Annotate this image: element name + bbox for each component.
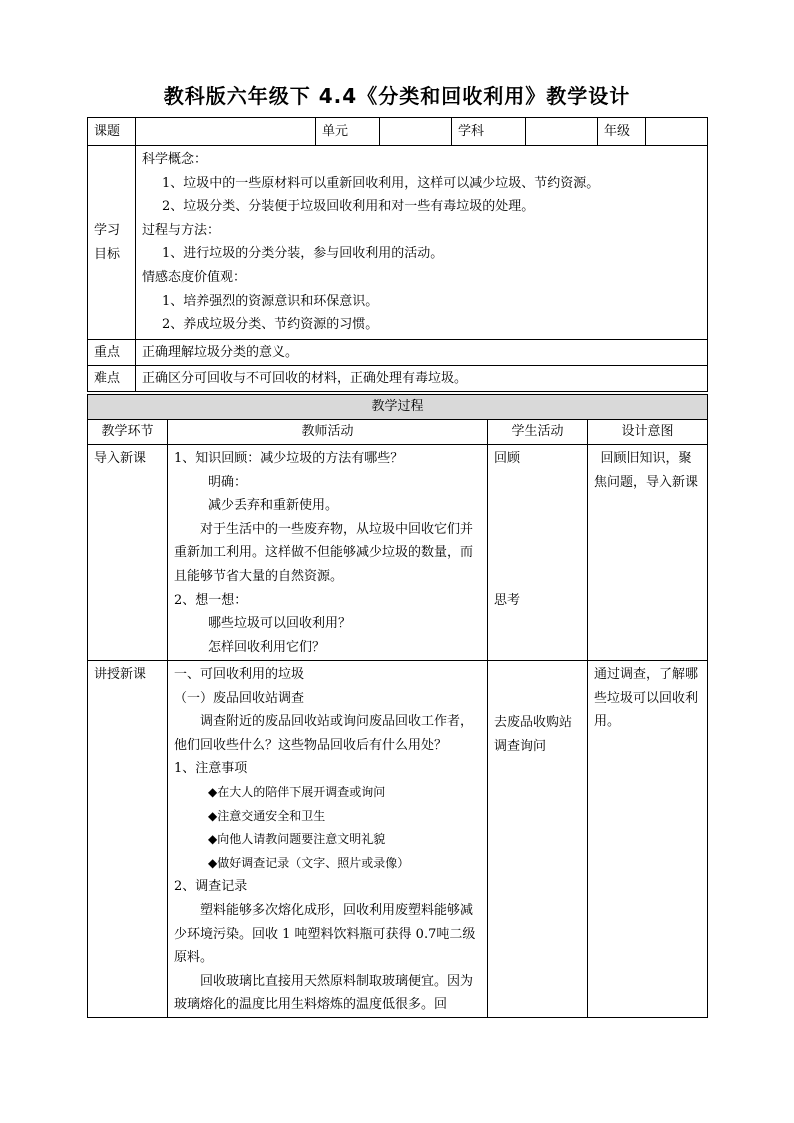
student-line: 思考	[494, 592, 521, 608]
teacher-line: 1、知识回顾：减少垃圾的方法有哪些？	[174, 451, 404, 466]
objectives-label-line2: 目标	[94, 246, 121, 262]
key-point-label: 重点	[88, 340, 136, 366]
grade-label: 年级	[598, 118, 646, 146]
objective-line: 2、垃圾分类、分装便于垃圾回收利用和对一些有毒垃圾的处理。	[162, 199, 535, 215]
column-header: 教学环节	[88, 420, 168, 445]
teacher-line: ◆在大人的陪伴下展开调查或询问	[208, 784, 386, 799]
teacher-line: 调查附近的废品回收站或询问废品回收工作者，他们回收些什么？这些物品回收后有什么用处？	[174, 714, 474, 753]
objective-line: 2、养成垃圾分类、节约资源的习惯。	[162, 317, 379, 333]
teacher-line: 回收玻璃比直接用天然原料制取玻璃便宜。因为玻璃熔化的温度比用生料熔炼的温度低很多。回	[174, 973, 474, 1013]
topic-value	[136, 118, 316, 146]
teacher-line: 明确：	[208, 474, 248, 490]
grade-value	[646, 118, 708, 146]
objectives-label-line1: 学习	[94, 222, 121, 238]
objective-line: 1、培养强烈的资源意识和环保意识。	[162, 293, 379, 309]
student-activity-cell	[488, 445, 588, 661]
teacher-line: 塑料能够多次熔化成形，回收利用废塑料能够减少环境污染。回收 1 吨塑料饮料瓶可获得 0.7吨二级原料。	[174, 902, 476, 966]
document-title: 教科版六年级下 4.4《分类和回收利用》教学设计	[163, 84, 631, 108]
teacher-activity-cell	[168, 445, 488, 661]
design-intent-cell: 回顾旧知识，聚焦问题，导入新课	[588, 445, 708, 661]
student-activity-cell	[488, 661, 588, 1018]
teacher-line: ◆注意交通安全和卫生	[208, 808, 326, 823]
objective-line: 科学概念：	[142, 152, 208, 167]
teacher-line: 1、注意事项	[174, 761, 248, 777]
subject-value	[526, 118, 598, 146]
objective-line: 过程与方法：	[142, 222, 221, 238]
design-intent-cell: 通过调查，了解哪些垃圾可以回收利用。	[588, 661, 708, 1018]
objective-line: 1、进行垃圾的分类分装，参与回收利用的活动。	[162, 246, 444, 262]
objective-line: 1、垃圾中的一些原材料可以重新回收利用，这样可以减少垃圾、节约资源。	[162, 175, 600, 191]
objectives-label	[88, 146, 136, 340]
teacher-line: 哪些垃圾可以回收利用？	[208, 616, 352, 632]
teacher-line: 2、想一想：	[174, 592, 248, 608]
teacher-line: 减少丢弃和重新使用。	[208, 498, 339, 514]
column-header: 学生活动	[488, 420, 588, 445]
info-table	[87, 117, 708, 392]
teacher-line: ◆做好调查记录（文字、照片或录像）	[208, 855, 410, 870]
teacher-line: ◆向他人请教问题要注意文明礼貌	[208, 832, 386, 847]
column-header: 设计意图	[588, 420, 708, 445]
stage-cell: 讲授新课	[88, 661, 168, 1018]
objective-line: 情感态度价值观：	[142, 269, 247, 285]
unit-value	[380, 118, 452, 146]
student-line: 去废品收购站调查询问	[494, 715, 573, 754]
teacher-line: 2、调查记录	[174, 879, 248, 895]
teacher-line: 对于生活中的一些废弃物，从垃圾中回收它们并重新加工利用。这样做不但能够减少垃圾的数量，而且能够节省大量的自然资源。	[174, 521, 474, 584]
objectives-content	[136, 146, 708, 340]
teacher-line: 怎样回收利用它们？	[208, 639, 326, 655]
key-point-text: 正确理解垃圾分类的意义。	[136, 340, 708, 366]
column-header: 教师活动	[168, 420, 488, 445]
difficulty-label: 难点	[88, 366, 136, 392]
teacher-line: 一、可回收利用的垃圾	[174, 667, 305, 682]
process-table	[87, 394, 708, 1018]
process-heading: 教学过程	[88, 395, 708, 420]
topic-label: 课题	[88, 118, 136, 146]
teacher-activity-cell	[168, 661, 488, 1018]
stage-cell: 导入新课	[88, 445, 168, 661]
table-row	[88, 661, 708, 1018]
subject-label: 学科	[452, 118, 526, 146]
table-row	[88, 445, 708, 661]
unit-label: 单元	[316, 118, 380, 146]
teacher-line: （一）废品回收站调查	[174, 690, 305, 706]
difficulty-text: 正确区分可回收与不可回收的材料，正确处理有毒垃圾。	[136, 366, 708, 392]
student-line: 回顾	[494, 451, 521, 466]
